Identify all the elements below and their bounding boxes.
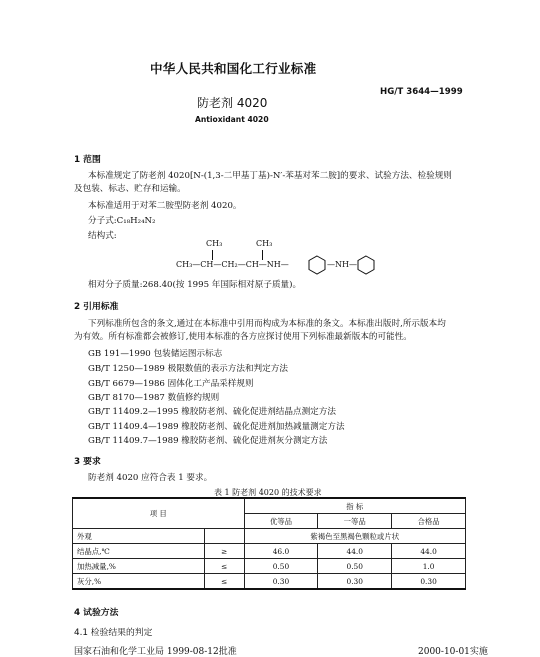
requirements-paragraph: 防老剂 4020 应符合表 1 要求。 (88, 473, 213, 483)
table-grade-header: 优等品 (244, 514, 318, 529)
table-grade-header: 一等品 (318, 514, 392, 529)
molecular-weight: 相对分子质量:268.40(按 1995 年国际相对原子质量)。 (88, 280, 302, 290)
table-cell-op: ≥ (204, 544, 244, 559)
methyl-group-1: CH₃ (206, 239, 223, 248)
section-heading-requirements: 3 要求 (74, 457, 101, 467)
table-cell-op: ≤ (204, 574, 244, 590)
table-row (73, 574, 466, 590)
table-cell-value: 0.30 (392, 574, 466, 590)
doc-title-en: Antioxidant 4020 (195, 115, 269, 124)
table-cell-value: 46.0 (244, 544, 318, 559)
subsection-heading: 4.1 检验结果的判定 (74, 628, 153, 638)
table-cell-value: 44.0 (392, 544, 466, 559)
references-intro-line2: 为有效。所有标准都会被修订,使用本标准的各方应探讨使用下列标准最新版本的可能性。 (74, 332, 412, 342)
table-cell-value: 0.30 (244, 574, 318, 590)
scope-applicability: 本标准适用于对苯二胺型防老剂 4020。 (88, 201, 242, 211)
section-heading-scope: 1 范围 (74, 155, 101, 165)
benzene-ring-icon (356, 255, 376, 275)
table-cell-value: 1.0 (392, 559, 466, 574)
spec-table (72, 497, 466, 590)
methyl-group-2: CH₃ (256, 239, 273, 248)
structural-formula (176, 239, 376, 277)
table-cell-value: 0.50 (244, 559, 318, 574)
structure-amine-link: —NH— (327, 260, 357, 269)
molecular-formula: 分子式:C₁₈H₂₄N₂ (88, 216, 156, 226)
table-row (73, 559, 466, 574)
table-cell-name: 结晶点,℃ (73, 544, 205, 559)
table-cell-name: 加热减量,% (73, 559, 205, 574)
reference-item: GB/T 11409.2—1995 橡胶防老剂、硫化促进剂结晶点测定方法 (88, 407, 336, 417)
standard-code: HG/T 3644—1999 (380, 87, 463, 97)
table-grade-header: 合格品 (392, 514, 466, 529)
table-row (73, 544, 466, 559)
structure-main-chain: CH₃—CH—CH₂—CH—NH— (176, 260, 289, 269)
references-intro-line1: 下列标准所包含的条文,通过在本标准中引用而构成为本标准的条文。本标准出版时,所示版本均 (88, 319, 446, 329)
doc-title: 防老剂 4020 (197, 96, 268, 110)
footer-approval: 国家石油和化学工业局 1999-08-12批准 (74, 647, 237, 657)
reference-item: GB/T 8170—1987 数值修约规则 (88, 393, 220, 403)
section-heading-test-methods: 4 试验方法 (74, 608, 119, 618)
reference-item: GB/T 11409.7—1989 橡胶防老剂、硫化促进剂灰分测定方法 (88, 436, 328, 446)
table-row (73, 529, 466, 544)
table-cell-op (204, 529, 244, 544)
table-header-item: 项 目 (73, 498, 245, 529)
bond-line-2 (262, 250, 263, 260)
structure-label: 结构式: (88, 231, 117, 241)
reference-item: GB 191—1990 包装储运图示标志 (88, 349, 223, 359)
section-heading-references: 2 引用标准 (74, 302, 119, 312)
table-cell-value: 0.30 (318, 574, 392, 590)
table-cell-value: 0.50 (318, 559, 392, 574)
reference-item: GB/T 6679—1986 固体化工产品采样规则 (88, 379, 254, 389)
table-header-index: 指 标 (244, 498, 465, 514)
scope-paragraph-line2: 及包装、标志、贮存和运输。 (74, 184, 186, 194)
table-cell-op: ≤ (204, 559, 244, 574)
table-cell-name: 外观 (73, 529, 205, 544)
org-title: 中华人民共和国化工行业标准 (150, 61, 317, 76)
reference-item: GB/T 11409.4—1989 橡胶防老剂、硫化促进剂加热减量测定方法 (88, 422, 345, 432)
footer-implementation: 2000-10-01实施 (418, 647, 488, 657)
footer-cut (0, 641, 540, 657)
table-cell-appearance: 紫褐色至黑褐色颗粒或片状 (244, 529, 465, 544)
reference-item: GB/T 1250—1989 极限数值的表示方法和判定方法 (88, 364, 288, 374)
table-caption: 表 1 防老剂 4020 的技术要求 (214, 488, 322, 497)
table-cell-value: 44.0 (318, 544, 392, 559)
benzene-ring-icon (307, 255, 327, 275)
table-cell-name: 灰分,% (73, 574, 205, 590)
bond-line-1 (212, 250, 213, 260)
scope-paragraph-line1: 本标准规定了防老剂 4020[N-(1,3-二甲基丁基)-N′-苯基对苯二胺]的要求、试验方法、检验规则 (88, 171, 452, 181)
